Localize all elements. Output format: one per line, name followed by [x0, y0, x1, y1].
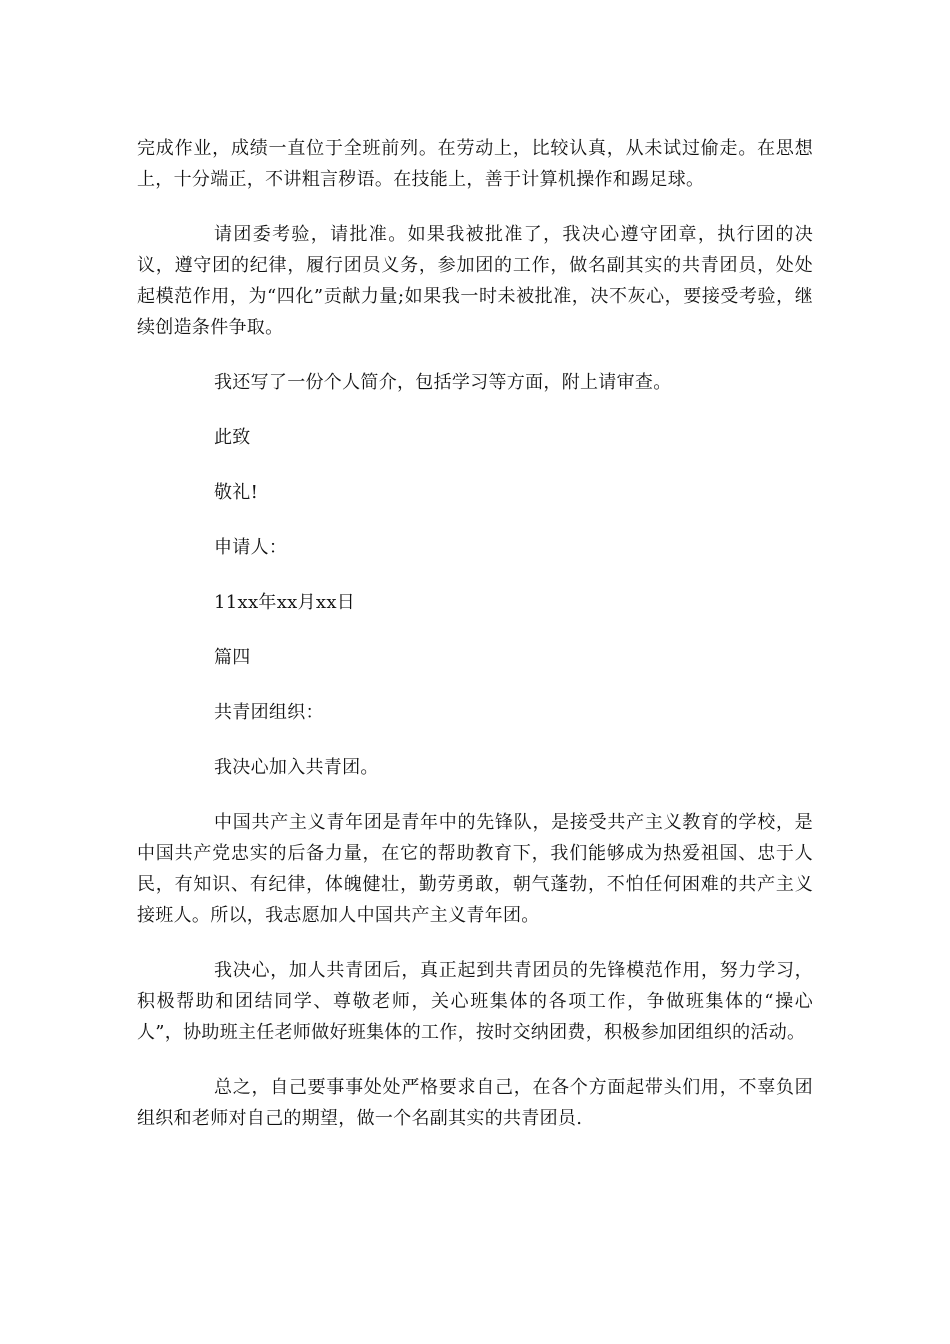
applicant-label: 申请人：	[214, 537, 288, 558]
letter-addressee: 共青团组织：	[214, 702, 324, 723]
paragraph-conclusion: 总之，自己要事事处处严格要求自己，在各个方面起带头们用，不辜负团组织和老师对自己的期望，做一个名副其实的共青团员.	[137, 1077, 813, 1129]
paragraph-continuation: 完成作业，成绩一直位于全班前列。在劳动上，比较认真，从未试过偷走。在思想上，十分端正，不讲粗言秽语。在技能上，善于计算机操作和踢足球。	[137, 138, 813, 190]
paragraph-request-approval: 请团委考验，请批准。如果我被批准了，我决心遵守团章，执行团的决议，遵守团的纪律，履行团员义务，参加团的工作，做名副其实的共青团员，处处起模范作用，为“四化”贡献力量;如果我一时未被批准，决不灰心，要接受考验，继续创造条件争取。	[137, 224, 813, 338]
paragraph-league-description: 中国共产主义青年团是青年中的先锋队，是接受共产主义教育的学校，是中国共产党忠实的后备力量，在它的帮助教育下，我们能够成为热爱祖国、忠于人民，有知识、有纪律，体魄健壮，勤劳勇敢，朝气蓬勃，不怕任何困难的共产主义接班人。所以，我志愿加人中国共产主义青年团。	[137, 812, 813, 926]
paragraph-resolution: 我决心加入共青团。	[214, 757, 379, 778]
closing-salutation: 此致	[214, 427, 251, 448]
section-heading: 篇四	[214, 647, 251, 668]
document-body	[137, 133, 813, 1158]
application-date: 11xx年xx月xx日	[214, 592, 356, 613]
closing-regards: 敬礼!	[214, 482, 259, 503]
paragraph-commitment: 我决心，加人共青团后，真正起到共青团员的先锋模范作用，努力学习，积极帮助和团结同学、尊敬老师，关心班集体的各项工作，争做班集体的“操心人”，协助班主任老师做好班集体的工作，按时交纳团费，积极参加团组织的活动。	[137, 960, 813, 1043]
paragraph-resume-note: 我还写了一份个人简介，包括学习等方面，附上请审查。	[214, 372, 672, 393]
